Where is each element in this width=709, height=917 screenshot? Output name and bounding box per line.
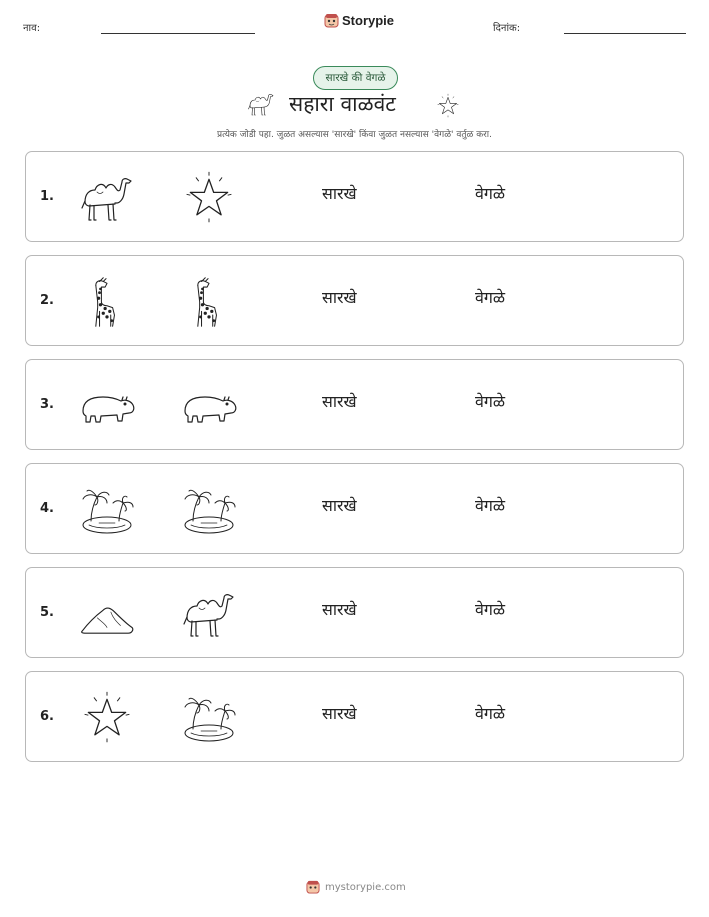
hippo-icon [178, 376, 240, 436]
question-row [25, 255, 684, 346]
oasis-icon [178, 480, 240, 540]
question-row [25, 567, 684, 658]
oasis-icon [178, 688, 240, 748]
same-option[interactable]: सारखे [322, 288, 357, 307]
hippo-icon [76, 376, 138, 436]
footer-url[interactable]: mystorypie.com [325, 881, 406, 893]
question-number: 3. [40, 397, 54, 412]
star-icon [76, 688, 138, 748]
same-option[interactable]: सारखे [322, 392, 357, 411]
same-option[interactable]: सारखे [322, 704, 357, 723]
camel-icon [76, 168, 138, 228]
question-number: 4. [40, 501, 54, 516]
question-number: 1. [40, 189, 54, 204]
storypie-logo-icon [306, 880, 320, 894]
brand-logo [324, 13, 394, 28]
name-label: नाव: [23, 23, 41, 34]
different-option[interactable]: वेगळे [475, 600, 506, 619]
storypie-logo-icon [324, 13, 339, 28]
same-option[interactable]: सारखे [322, 184, 357, 203]
camel-icon [178, 584, 240, 644]
question-row [25, 151, 684, 242]
footer [306, 880, 406, 894]
question-row [25, 359, 684, 450]
date-label: दिनांक: [493, 23, 521, 34]
name-line[interactable] [101, 33, 255, 34]
question-number: 2. [40, 293, 54, 308]
different-option[interactable]: वेगळे [475, 392, 506, 411]
page-title: सहारा वाळवंट [289, 92, 396, 116]
same-option[interactable]: सारखे [322, 600, 357, 619]
activity-badge: सारखे की वेगळे [313, 66, 398, 90]
question-row [25, 463, 684, 554]
sand-dune-icon [76, 584, 138, 644]
instructions: प्रत्येक जोडी पहा. जुळत असल्यास 'सारखे' किंवा जुळत नसल्यास 'वेगळे' वर्तुळ करा. [216, 130, 492, 140]
question-row [25, 671, 684, 762]
different-option[interactable]: वेगळे [475, 184, 506, 203]
star-icon [178, 168, 240, 228]
oasis-icon [76, 480, 138, 540]
date-line[interactable] [564, 33, 686, 34]
giraffe-icon [76, 272, 138, 332]
camel-icon [246, 91, 276, 117]
giraffe-icon [178, 272, 240, 332]
different-option[interactable]: वेगळे [475, 704, 506, 723]
star-icon [435, 93, 461, 119]
brand-name: Storypie [342, 13, 395, 28]
question-number: 6. [40, 709, 54, 724]
different-option[interactable]: वेगळे [475, 288, 506, 307]
same-option[interactable]: सारखे [322, 496, 357, 515]
different-option[interactable]: वेगळे [475, 496, 506, 515]
question-number: 5. [40, 605, 54, 620]
